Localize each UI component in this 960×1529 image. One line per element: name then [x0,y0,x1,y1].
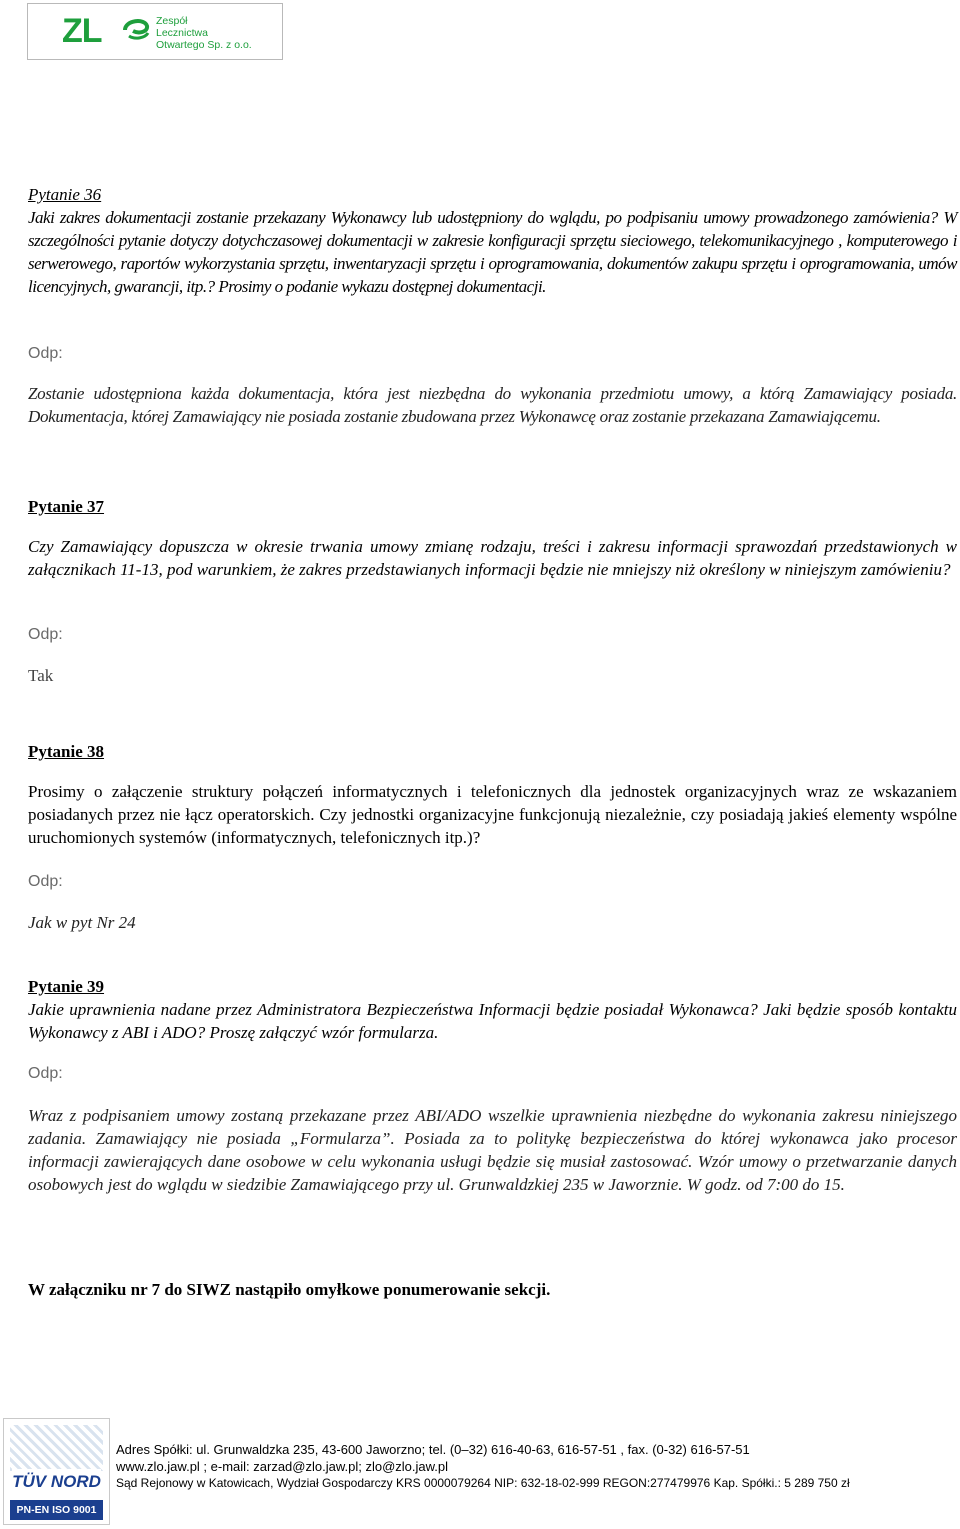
closing-note [28,1278,957,1301]
question-37-text: Czy Zamawiający dopuszcza w okresie trwania umowy zmianę rodzaju, treści i zakresu informacji sprawozdań przedstawionych w załącznikach 11-13, pod warunkiem, że zakres przedstawianych informacji będzie nie mniejszy niż określony w niniejszym zamówieniu? [28,537,957,579]
question-39 [28,976,957,1044]
answer-37-text: Tak [28,666,54,685]
answer-37-label: Odp: [28,626,63,643]
answer-39-label: Odp: [28,1065,63,1082]
answer-37 [28,624,957,687]
answer-39 [28,1063,957,1196]
logo-swirl-icon [121,16,151,42]
question-37-heading: Pytanie 37 [28,497,105,516]
question-36-heading: Pytanie 36 [28,185,102,204]
footer [116,1441,958,1492]
answer-36-text: Zostanie udostępniona każda dokumentacja, która jest niezbędna do wykonania przedmiotu umowy, a którą Zamawiający posiada. Dokumentacja, której Zamawiający nie posiada zostanie zbudowana przez Wykonawcę oraz zostanie przekazana Zamawiającemu. [28,384,957,426]
company-logo [27,3,283,60]
answer-36-label: Odp: [28,345,63,362]
certification-pattern [10,1425,103,1471]
question-38-heading: Pytanie 38 [28,742,105,761]
certification-iso: PN-EN ISO 9001 [10,1500,103,1520]
footer-registry: Sąd Rejonowy w Katowicach, Wydział Gospodarczy KRS 0000079264 NIP: 632-18-02-999 REGON:277479976 Kap. Spółki.: 5 289 750 zł [116,1476,850,1490]
question-38 [28,741,957,849]
question-36 [28,184,957,298]
question-39-text: Jakie uprawnienia nadane przez Administratora Bezpieczeństwa Informacji będzie posiadał Wykonawca? Jaki będzie sposób kontaktu Wykonawcy z ABI i ADO? Proszę załączyć wzór formularza. [28,1000,957,1042]
answer-38-label: Odp: [28,873,63,890]
footer-contact: www.zlo.jaw.pl ; e-mail: zarzad@zlo.jaw.pl; zlo@zlo.jaw.pl [116,1459,449,1474]
footer-address: Adres Spółki: ul. Grunwaldzka 235, 43-600 Jaworzno; tel. (0–32) 616-40-63, 616-57-51 , fax. (0-32) 616-57-51 [116,1442,750,1457]
answer-38 [28,871,957,934]
question-37 [28,496,957,581]
question-39-heading: Pytanie 39 [28,977,105,996]
question-36-text: Jaki zakres dokumentacji zostanie przekazany Wykonawcy lub udostępniony do wglądu, po podpisaniu umowy prowadzonego zamówienia? W szczególności pytanie dotyczy dotychczasowej dokumentacji w zakresie konfiguracji sprzętu sieciowego, telekomunikacyjnego , komputerowego i serwerowego, raportów wykorzystania sprzętu, inwentaryzacji sprzętu i oprogramowania, dokumentów zakupu sprzętu i oprogramowania, umów licencyjnych, gwarancji, itp.? Prosimy o podanie wykazu dostępnej dokumentacji. [28,208,957,296]
answer-36 [28,343,957,428]
answer-38-text: Jak w pyt Nr 24 [28,913,136,932]
closing-note-text: W załączniku nr 7 do SIWZ nastąpiło omyłkowe ponumerowanie sekcji. [28,1280,551,1299]
logo-company-name: Zespół Lecznictwa Otwartego Sp. z o.o. [156,15,252,51]
logo-letters: ZL [62,12,102,50]
certification-logo [3,1418,110,1525]
answer-39-text: Wraz z podpisaniem umowy zostaną przekazane przez ABI/ADO wszelkie uprawnienia niezbędne do wykonania zakresu niniejszego zadania. Zamawiający nie posiada „Formularza”. Posiada za to politykę bezpieczeństwa do której wykonawca jako procesor informacji zawierających dane osobowe w celu wykonania usługi będzie się musiał zastosować. Wzór umowy o przetwarzanie danych osobowych jest do wglądu w siedzibie Zamawiającego przy ul. Grunwaldzkiej 235 w Jaworznie. W godz. od 7:00 do 15. [28,1106,957,1194]
question-38-text: Prosimy o załączenie struktury połączeń informatycznych i telefonicznych dla jednostek organizacyjnych wraz ze wskazaniem posiadanych przez nie łącz operatorskich. Czy jednostki organizacyjne funkcjonują niezależnie, czy posiadają jakieś elementy wspólne uruchomionych systemów (informatycznych, telefonicznych itp.)? [28,782,957,847]
certification-brand: TÜV NORD [12,1469,101,1495]
